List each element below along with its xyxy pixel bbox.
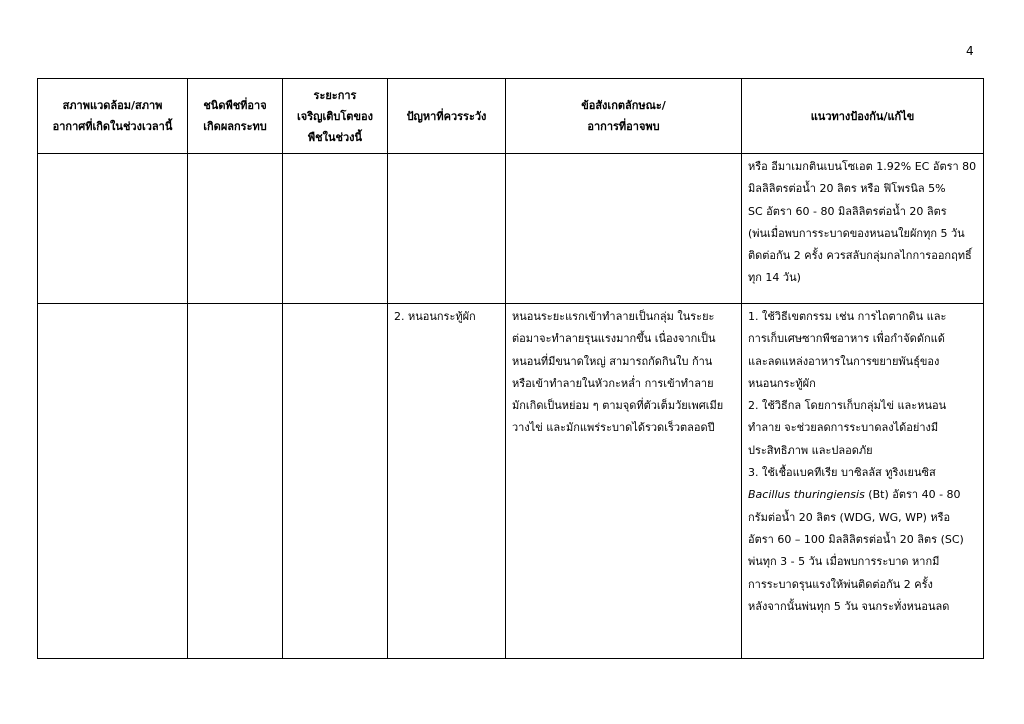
header-observation [506, 79, 742, 154]
text-line: ปัญหาที่ควรระวัง [406, 109, 487, 123]
page-number: 4 [966, 44, 974, 58]
text-line: มิลลิลิตรต่อน้ำ 20 ลิตร หรือ ฟิโพรนิล 5% [748, 182, 946, 196]
header-problem [388, 79, 506, 154]
table-row [38, 304, 984, 659]
text-line: เจริญเติบโตของ [297, 109, 373, 123]
cell-environment [38, 304, 188, 659]
text-line: ทุก 14 วัน) [748, 271, 801, 285]
text-line: เกิดผลกระทบ [203, 120, 267, 133]
cell-growth-stage [283, 304, 388, 659]
text-line: หลังจากนั้นพ่นทุก 5 วัน จนกระทั่งหนอนลด [748, 599, 950, 613]
text-line: วางไข่ และมักแพร่ระบาดได้รวดเร็วตลอดปี [512, 421, 715, 435]
text-line: พืชในช่วงนี้ [307, 130, 363, 144]
text-line: ประสิทธิภาพ และปลอดภัย [748, 443, 873, 457]
text-line: พ่นทุก 3 - 5 วัน เมื่อพบการระบาด หากมี [748, 555, 940, 569]
text-line: แนวทางป้องกัน/แก้ไข [810, 109, 915, 123]
cell-solution [742, 304, 984, 659]
text-line: อากาศที่เกิดในช่วงเวลานี้ [52, 120, 173, 133]
cell-problem [388, 304, 506, 659]
text-line: การระบาดรุนแรงให้พ่นติดต่อกัน 2 ครั้ง [748, 577, 933, 591]
header-environment [38, 79, 188, 154]
text-line: 1. ใช้วิธีเขตกรรม เช่น การไถตากดิน และ [748, 310, 947, 323]
header-growth-stage [283, 79, 388, 154]
cell-affected-crop [188, 304, 283, 659]
text-line: 2. หนอนกระทู้ผัก [394, 310, 476, 323]
header-affected-crop [188, 79, 283, 154]
cell-affected-crop [188, 154, 283, 304]
text-line: หรือเข้าทำลายในหัวกะหล่ำ การเข้าทำลาย [512, 376, 714, 390]
species-line: Bacillus thuringiensis (Bt) อัตรา 40 - 80 [748, 488, 961, 502]
cell-growth-stage [283, 154, 388, 304]
cell-observation [506, 304, 742, 659]
text-line: อาการที่อาจพบ [587, 120, 660, 133]
text-line: อัตรา 60 – 100 มิลลิลิตรต่อน้ำ 20 ลิตร (SC) [748, 532, 964, 546]
text-line: หนอนระยะแรกเข้าทำลายเป็นกลุ่ม ในระยะ [512, 310, 715, 323]
text-line: ชนิดพืชที่อาจ [203, 99, 267, 112]
text-line: หนอนกระทู้ผัก [748, 376, 816, 390]
table-row [38, 154, 984, 304]
text-line: ทำลาย จะช่วยลดการระบาดลงได้อย่างมี [748, 421, 939, 435]
text-line: (พ่นเมื่อพบการระบาดของหนอนใยผักทุก 5 วัน [748, 226, 965, 240]
text-line: 2. ใช้วิธีกล โดยการเก็บกลุ่มไข่ และหนอน [748, 399, 947, 413]
text-line: สภาพแวดล้อม/สภาพ [62, 99, 163, 112]
text-line: ข้อสังเกตลักษณะ/ [581, 99, 666, 112]
text-line: และลดแหล่งอาหารในการขยายพันธุ์ของ [748, 354, 940, 368]
text-line: หนอนที่มีขนาดใหญ่ สามารถกัดกินใบ ก้าน [512, 354, 713, 368]
cell-observation [506, 154, 742, 304]
text-line: SC อัตรา 60 - 80 มิลลิลิตรต่อน้ำ 20 ลิตร [748, 204, 947, 218]
text-line: กรัมต่อน้ำ 20 ลิตร (WDG, WG, WP) หรือ [748, 510, 951, 524]
text-line: ติดต่อกัน 2 ครั้ง ควรสลับกลุ่มกลไกการออกฤทธิ์ [748, 249, 972, 263]
header-row [38, 79, 984, 154]
cell-problem [388, 154, 506, 304]
cell-environment [38, 154, 188, 304]
header-solution [742, 79, 984, 154]
text-line: ระยะการ [313, 88, 357, 102]
species-name: Bacillus thuringiensis [748, 488, 865, 502]
text-line: ต่อมาจะทำลายรุนแรงมากขึ้น เนื่องจากเป็น [512, 332, 716, 346]
text-line: หรือ อีมาเมกตินเบนโซเอต 1.92% EC อัตรา 80 [748, 160, 977, 173]
pest-management-table [37, 78, 984, 659]
cell-solution [742, 154, 984, 304]
text-line: มักเกิดเป็นหย่อม ๆ ตามจุดที่ตัวเต็มวัยเพศเมีย [512, 399, 724, 413]
text-line: การเก็บเศษซากพืชอาหาร เพื่อกำจัดดักแด้ [748, 332, 945, 346]
text-line: 3. ใช้เชื้อแบคทีเรีย บาซิลลัส ทูริงเยนซิส [748, 466, 936, 480]
